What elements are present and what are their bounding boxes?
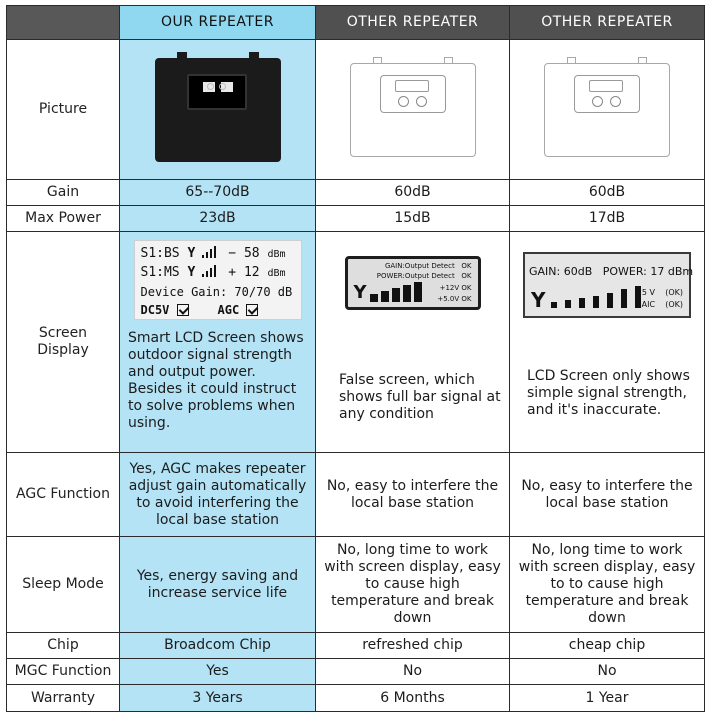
simple-lcd-screen: GAIN: 60dB POWER: 17 dBm Y 5 V (OK) AIC (OK) bbox=[523, 252, 691, 318]
row-label-max-power: Max Power bbox=[7, 206, 120, 232]
sleep-other-1: No, long time to work with screen display, easy to cause high temperature and break down bbox=[316, 537, 510, 633]
row-label-mgc: MGC Function bbox=[7, 659, 120, 685]
chip-other-1: refreshed chip bbox=[316, 633, 510, 659]
header-row bbox=[7, 6, 705, 40]
antenna-icon: Y bbox=[187, 246, 196, 261]
warranty-other-1: 6 Months bbox=[316, 685, 510, 712]
other-repeater-1-picture bbox=[316, 40, 510, 180]
row-label-warranty: Warranty bbox=[7, 685, 120, 712]
white-repeater-image-2 bbox=[544, 63, 670, 157]
antenna-icon: Y bbox=[531, 288, 546, 312]
antenna-icon: Y bbox=[353, 282, 367, 303]
mgc-row bbox=[7, 659, 705, 685]
row-label-screen-display: Screen Display bbox=[7, 232, 120, 453]
black-repeater-image bbox=[155, 58, 281, 162]
max-power-other-1: 15dB bbox=[316, 206, 510, 232]
row-label-gain: Gain bbox=[7, 180, 120, 206]
row-label-agc: AGC Function bbox=[7, 453, 120, 537]
max-power-other-2: 17dB bbox=[510, 206, 705, 232]
checkbox-checked-icon bbox=[246, 304, 258, 316]
smart-lcd-screen: S1:BS Y − 58 dBm S1:MS Y + 12 dBm Device Gain: 70/70 dB DC5V AGC bbox=[134, 240, 302, 320]
our-repeater-picture bbox=[120, 40, 316, 180]
sleep-mode-row bbox=[7, 537, 705, 633]
screen-display-other-2-text: LCD Screen only shows simple signal strength, and it's inaccurate. bbox=[527, 368, 690, 418]
warranty-row bbox=[7, 685, 705, 712]
screen-display-other-2 bbox=[510, 232, 705, 453]
mgc-other-1: No bbox=[316, 659, 510, 685]
mgc-other-2: No bbox=[510, 659, 705, 685]
header-our-repeater: OUR REPEATER bbox=[120, 6, 316, 40]
chip-ours: Broadcom Chip bbox=[120, 633, 316, 659]
warranty-ours: 3 Years bbox=[120, 685, 316, 712]
screen-display-row bbox=[7, 232, 705, 453]
agc-other-1: No, easy to interfere the local base station bbox=[316, 453, 510, 537]
signal-bars-icon bbox=[202, 265, 220, 277]
agc-ours: Yes, AGC makes repeater adjust gain automatically to avoid interfering the local base station bbox=[120, 453, 316, 537]
agc-other-2: No, easy to interfere the local base station bbox=[510, 453, 705, 537]
header-other-repeater-1: OTHER REPEATER bbox=[316, 6, 510, 40]
checkbox-checked-icon bbox=[177, 304, 189, 316]
row-label-chip: Chip bbox=[7, 633, 120, 659]
screen-display-other-1-text: False screen, which shows full bar signal at any condition bbox=[339, 372, 501, 422]
signal-bars-icon bbox=[202, 246, 220, 258]
comparison-table bbox=[6, 5, 705, 712]
antenna-icon: Y bbox=[187, 265, 196, 280]
header-other-repeater-2: OTHER REPEATER bbox=[510, 6, 705, 40]
gain-ours: 65--70dB bbox=[120, 180, 316, 206]
false-lcd-screen: GAIN:Output Detect OK POWER:Output Detect OK +12V OK +5.0V OK Y bbox=[345, 256, 481, 310]
gain-other-2: 60dB bbox=[510, 180, 705, 206]
other-repeater-2-picture bbox=[510, 40, 705, 180]
row-label-picture: Picture bbox=[7, 40, 120, 180]
screen-display-ours bbox=[120, 232, 316, 453]
row-label-sleep-mode: Sleep Mode bbox=[7, 537, 120, 633]
warranty-other-2: 1 Year bbox=[510, 685, 705, 712]
max-power-ours: 23dB bbox=[120, 206, 316, 232]
picture-row bbox=[7, 40, 705, 180]
chip-row bbox=[7, 633, 705, 659]
agc-row bbox=[7, 453, 705, 537]
gain-row bbox=[7, 180, 705, 206]
sleep-other-2: No, long time to work with screen display, easy to to cause high temperature and break down bbox=[510, 537, 705, 633]
white-repeater-image-1 bbox=[350, 63, 476, 157]
sleep-ours: Yes, energy saving and increase service life bbox=[120, 537, 316, 633]
header-corner bbox=[7, 6, 120, 40]
gain-other-1: 60dB bbox=[316, 180, 510, 206]
chip-other-2: cheap chip bbox=[510, 633, 705, 659]
mgc-ours: Yes bbox=[120, 659, 316, 685]
max-power-row bbox=[7, 206, 705, 232]
screen-display-other-1 bbox=[316, 232, 510, 453]
screen-display-ours-text: Smart LCD Screen shows outdoor signal strength and output power. Besides it could instruct to solve problems when using. bbox=[128, 330, 304, 431]
